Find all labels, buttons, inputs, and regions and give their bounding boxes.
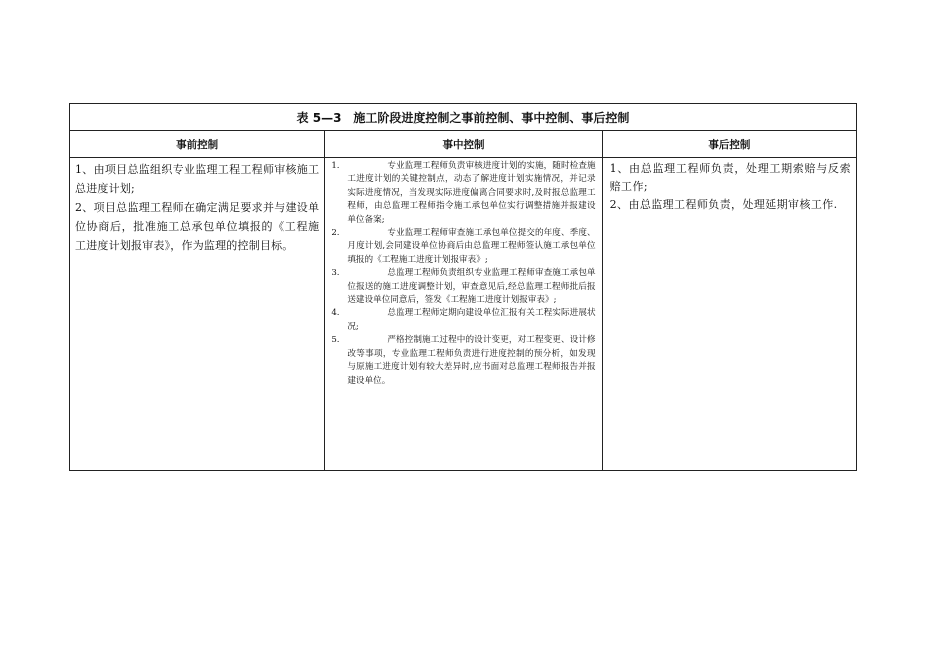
during-item-text: 总监理工程师定期向建设单位汇报有关工程实际进展状况; — [347, 308, 596, 332]
header-before-control: 事前控制 — [70, 131, 325, 158]
during-item-text: 专业监理工程师审查施工承包单位提交的年度、季度、月度计划,会同建设单位协商后由总监理工程师签认施工承包单位填报的《工程施工进度计划报审表》; — [347, 228, 596, 265]
during-item-text: 专业监理工程师负责审核进度计划的实施，随时检查施工进度计划的关键控制点，动态了解进度计划实施情况，并记录实际进度情况，当发现实际进度偏离合同要求时,及时报总监理工程师，由总监理工程师指令施工承包单位实行调整措施并报建设单位备案; — [347, 161, 596, 225]
during-item-3 — [331, 267, 595, 307]
after-control-cell — [602, 158, 856, 471]
during-item-text: 严格控制施工过程中的设计变更，对工程变更、设计修改等事项，专业监理工程师负责进行进度控制的预分析，如发现与原施工进度计划有较大差异时,应书面对总监理工程师报告并报建设单位。 — [347, 335, 596, 386]
during-item-number: 4. — [331, 308, 340, 319]
during-item-text: 总监理工程师负责组织专业监理工程师审查施工承包单位报送的施工进度调整计划，审查意见后,经总监理工程师批后报送建设单位同意后，签发《工程施工进度计划报审表》; — [347, 268, 596, 306]
control-table — [69, 103, 857, 471]
during-item-number: 5. — [331, 335, 340, 346]
during-item-number: 1. — [331, 161, 340, 171]
before-control-cell — [70, 158, 325, 471]
during-item-4 — [331, 307, 595, 334]
content-row — [70, 158, 857, 471]
during-item-number: 3. — [331, 268, 340, 279]
header-row — [70, 131, 857, 158]
during-item-5 — [331, 334, 595, 388]
title-row — [70, 104, 857, 131]
table-title: 表 5—3 施工阶段进度控制之事前控制、事中控制、事后控制 — [70, 104, 857, 131]
header-during-control: 事中控制 — [325, 131, 602, 158]
before-item-2: 2、项目总监理工程师在确定满足要求并与建设单位协商后，批准施工总承包单位填报的《工程施工进度计划报审表》，作为监理的控制目标。 — [75, 201, 320, 252]
header-after-control: 事后控制 — [602, 131, 856, 158]
during-item-2 — [331, 227, 595, 267]
during-item-number: 2. — [331, 228, 340, 239]
before-item-1: 1、由项目总监组织专业监理工程工程师审核施工总进度计划; — [75, 163, 320, 195]
during-control-cell — [325, 158, 602, 471]
after-item-2: 2、由总监理工程师负责，处理延期审核工作. — [609, 198, 838, 211]
after-item-1: 1、由总监理工程师负责，处理工期索赔与反索赔工作; — [609, 162, 851, 193]
during-item-1 — [331, 160, 595, 227]
